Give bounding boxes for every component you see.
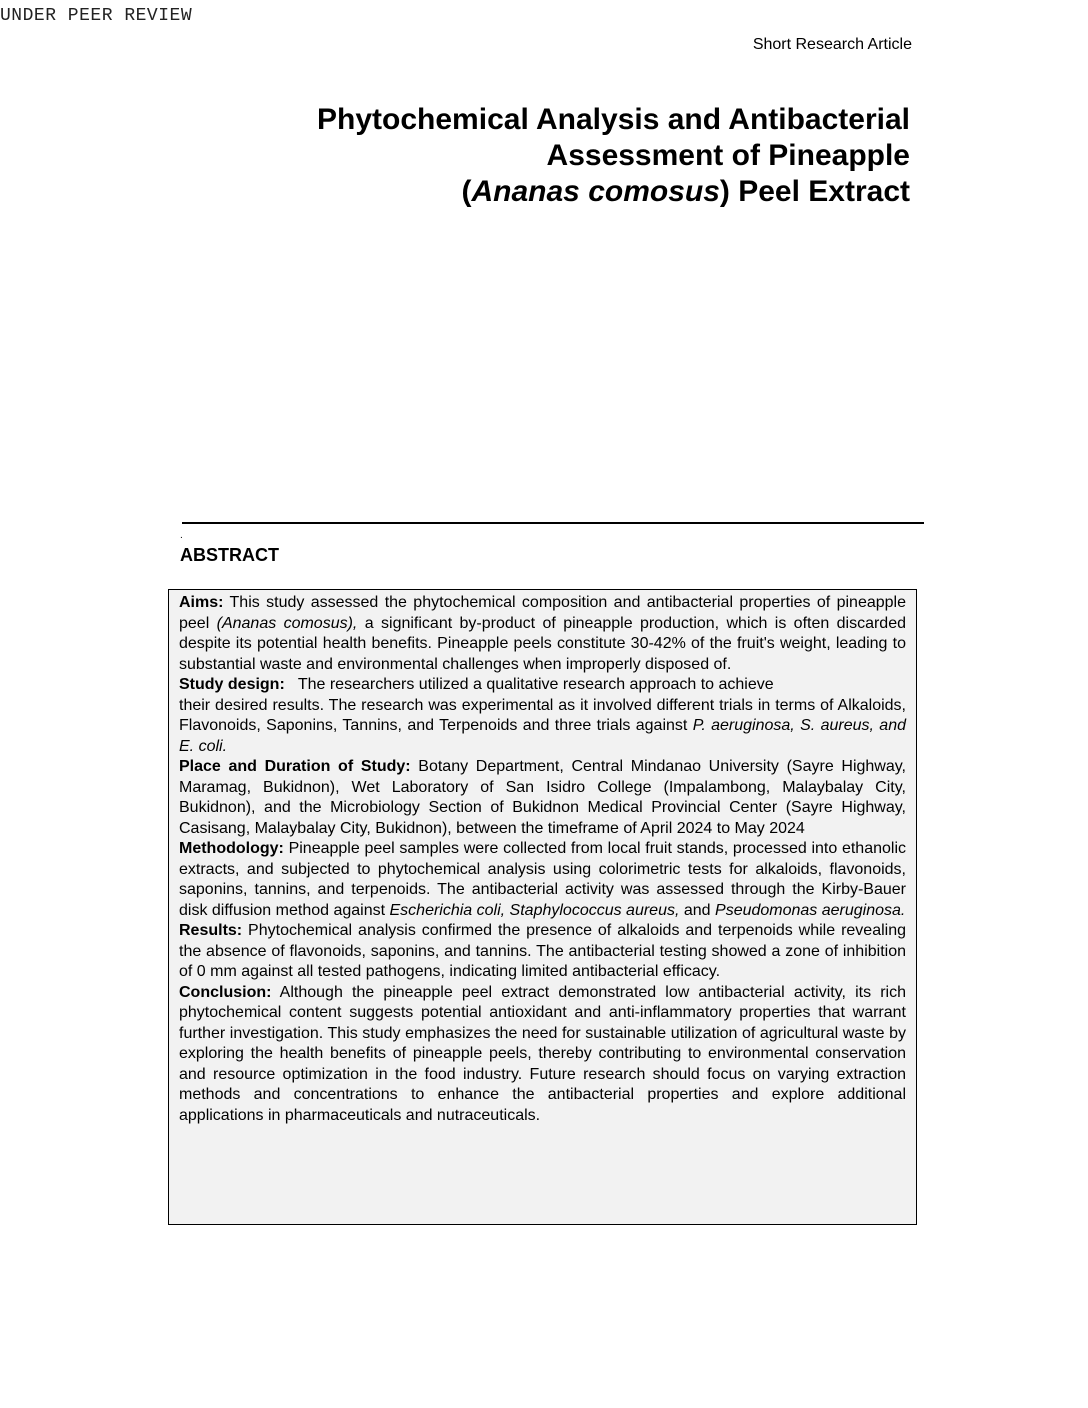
results-text: Phytochemical analysis confirmed the presence of alkaloids and terpenoids while revealing the absence of flavonoids, saponins, and tannins. The antibacterial testing showed a zone of inhibition of 0 mm against all tested pathogens, indicating limited antibacterial efficacy. — [179, 922, 906, 980]
study-design-italic: P. aeruginosa, S. aureus, and E. coli. — [179, 717, 906, 755]
watermark: UNDER PEER REVIEW — [0, 6, 193, 26]
abstract-marker: . — [180, 530, 183, 541]
methodology-label: Methodology: — [179, 840, 284, 857]
study-design-label: Study design: — [179, 676, 285, 693]
section-divider — [182, 522, 924, 524]
aims-text-1: This study assessed the phytochemical composition and antibacterial properties of pineapple peel — [179, 594, 906, 632]
title-line-1: Phytochemical Analysis and Antibacterial — [317, 103, 910, 136]
place-label: Place and Duration of Study: — [179, 758, 411, 775]
title-species: Ananas comosus — [471, 175, 720, 208]
article-type: Short Research Article — [752, 36, 912, 53]
methodology-italic-2: Pseudomonas aeruginosa. — [715, 901, 906, 919]
methodology-text-2: and — [679, 901, 716, 919]
title-line-2: Assessment of Pineapple — [546, 139, 910, 172]
conclusion-label: Conclusion: — [179, 983, 272, 1001]
abstract-results — [179, 921, 906, 983]
aims-text-2: a significant by-product of pineapple production, which is often discarded despite its potential health benefits. Pineapple peels constitute 30-42% of the fruit's weight, leading to substantial waste and environmental challenges when improperly disposed of. — [179, 614, 907, 673]
methodology-italic-1: Escherichia coli, Staphylococcus aureus, — [389, 901, 680, 919]
methodology-text-1: Pineapple peel samples were collected from local fruit stands, processed into ethanolic extracts, and subjected to phytochemical analysis using colorimetric tests for alkaloids, flavonoids, saponins, tannins, and terpenoids. The antibacterial activity was assessed through the Kirby-Bauer disk diffusion method against — [179, 840, 906, 919]
title-paren: ( — [461, 175, 472, 208]
results-label: Results: — [179, 922, 243, 939]
abstract-study-design-cont — [179, 696, 906, 758]
article-title — [210, 102, 910, 210]
aims-italic: (Ananas comosus), — [216, 614, 358, 632]
place-text: Botany Department, Central Mindanao University (Sayre Highway, Maramag, Bukidnon), Wet Laboratory of San Isidro College (Impalambong, Malaybalay City, Bukidnon), and the Microbiology Section of Bukidnon Medical Provincial Center (Sayre Highway, Casisang, Malaybalay City, Bukidnon), between the timeframe of April 2024 to May 2024 — [179, 758, 907, 837]
conclusion-text: Although the pineapple peel extract demonstrated low antibacterial activity, its rich phytochemical content suggests potential antioxidant and anti-inflammatory properties that warrant further investigation. This study emphasizes the need for sustainable utilization of agricultural waste by exploring the health benefits of pineapple peels, thereby contributing to environmental conservation and resource optimization in the food industry. Future research should focus on varying extraction methods and concentrations to enhance the antibacterial properties and explore additional applications in pharmaceuticals and nutraceuticals. — [179, 983, 906, 1124]
abstract-box — [168, 589, 917, 1225]
title-line-3 — [210, 174, 910, 210]
abstract-study-design — [179, 675, 906, 696]
abstract-methodology — [179, 839, 906, 921]
abstract-place — [179, 757, 906, 839]
title-suffix: ) Peel Extract — [719, 175, 910, 208]
abstract-aims — [179, 593, 906, 675]
abstract-heading: ABSTRACT — [180, 545, 279, 565]
abstract-conclusion — [179, 983, 906, 1127]
study-design-text-2: their desired results. The research was experimental as it involved different trials in terms of Alkaloids, Flavonoids, Saponins, Tannins, and Terpenoids and three trials against — [179, 696, 906, 734]
study-design-text-1: The researchers utilized a qualitative research approach to achieve — [284, 676, 774, 693]
aims-label: Aims: — [179, 594, 224, 611]
